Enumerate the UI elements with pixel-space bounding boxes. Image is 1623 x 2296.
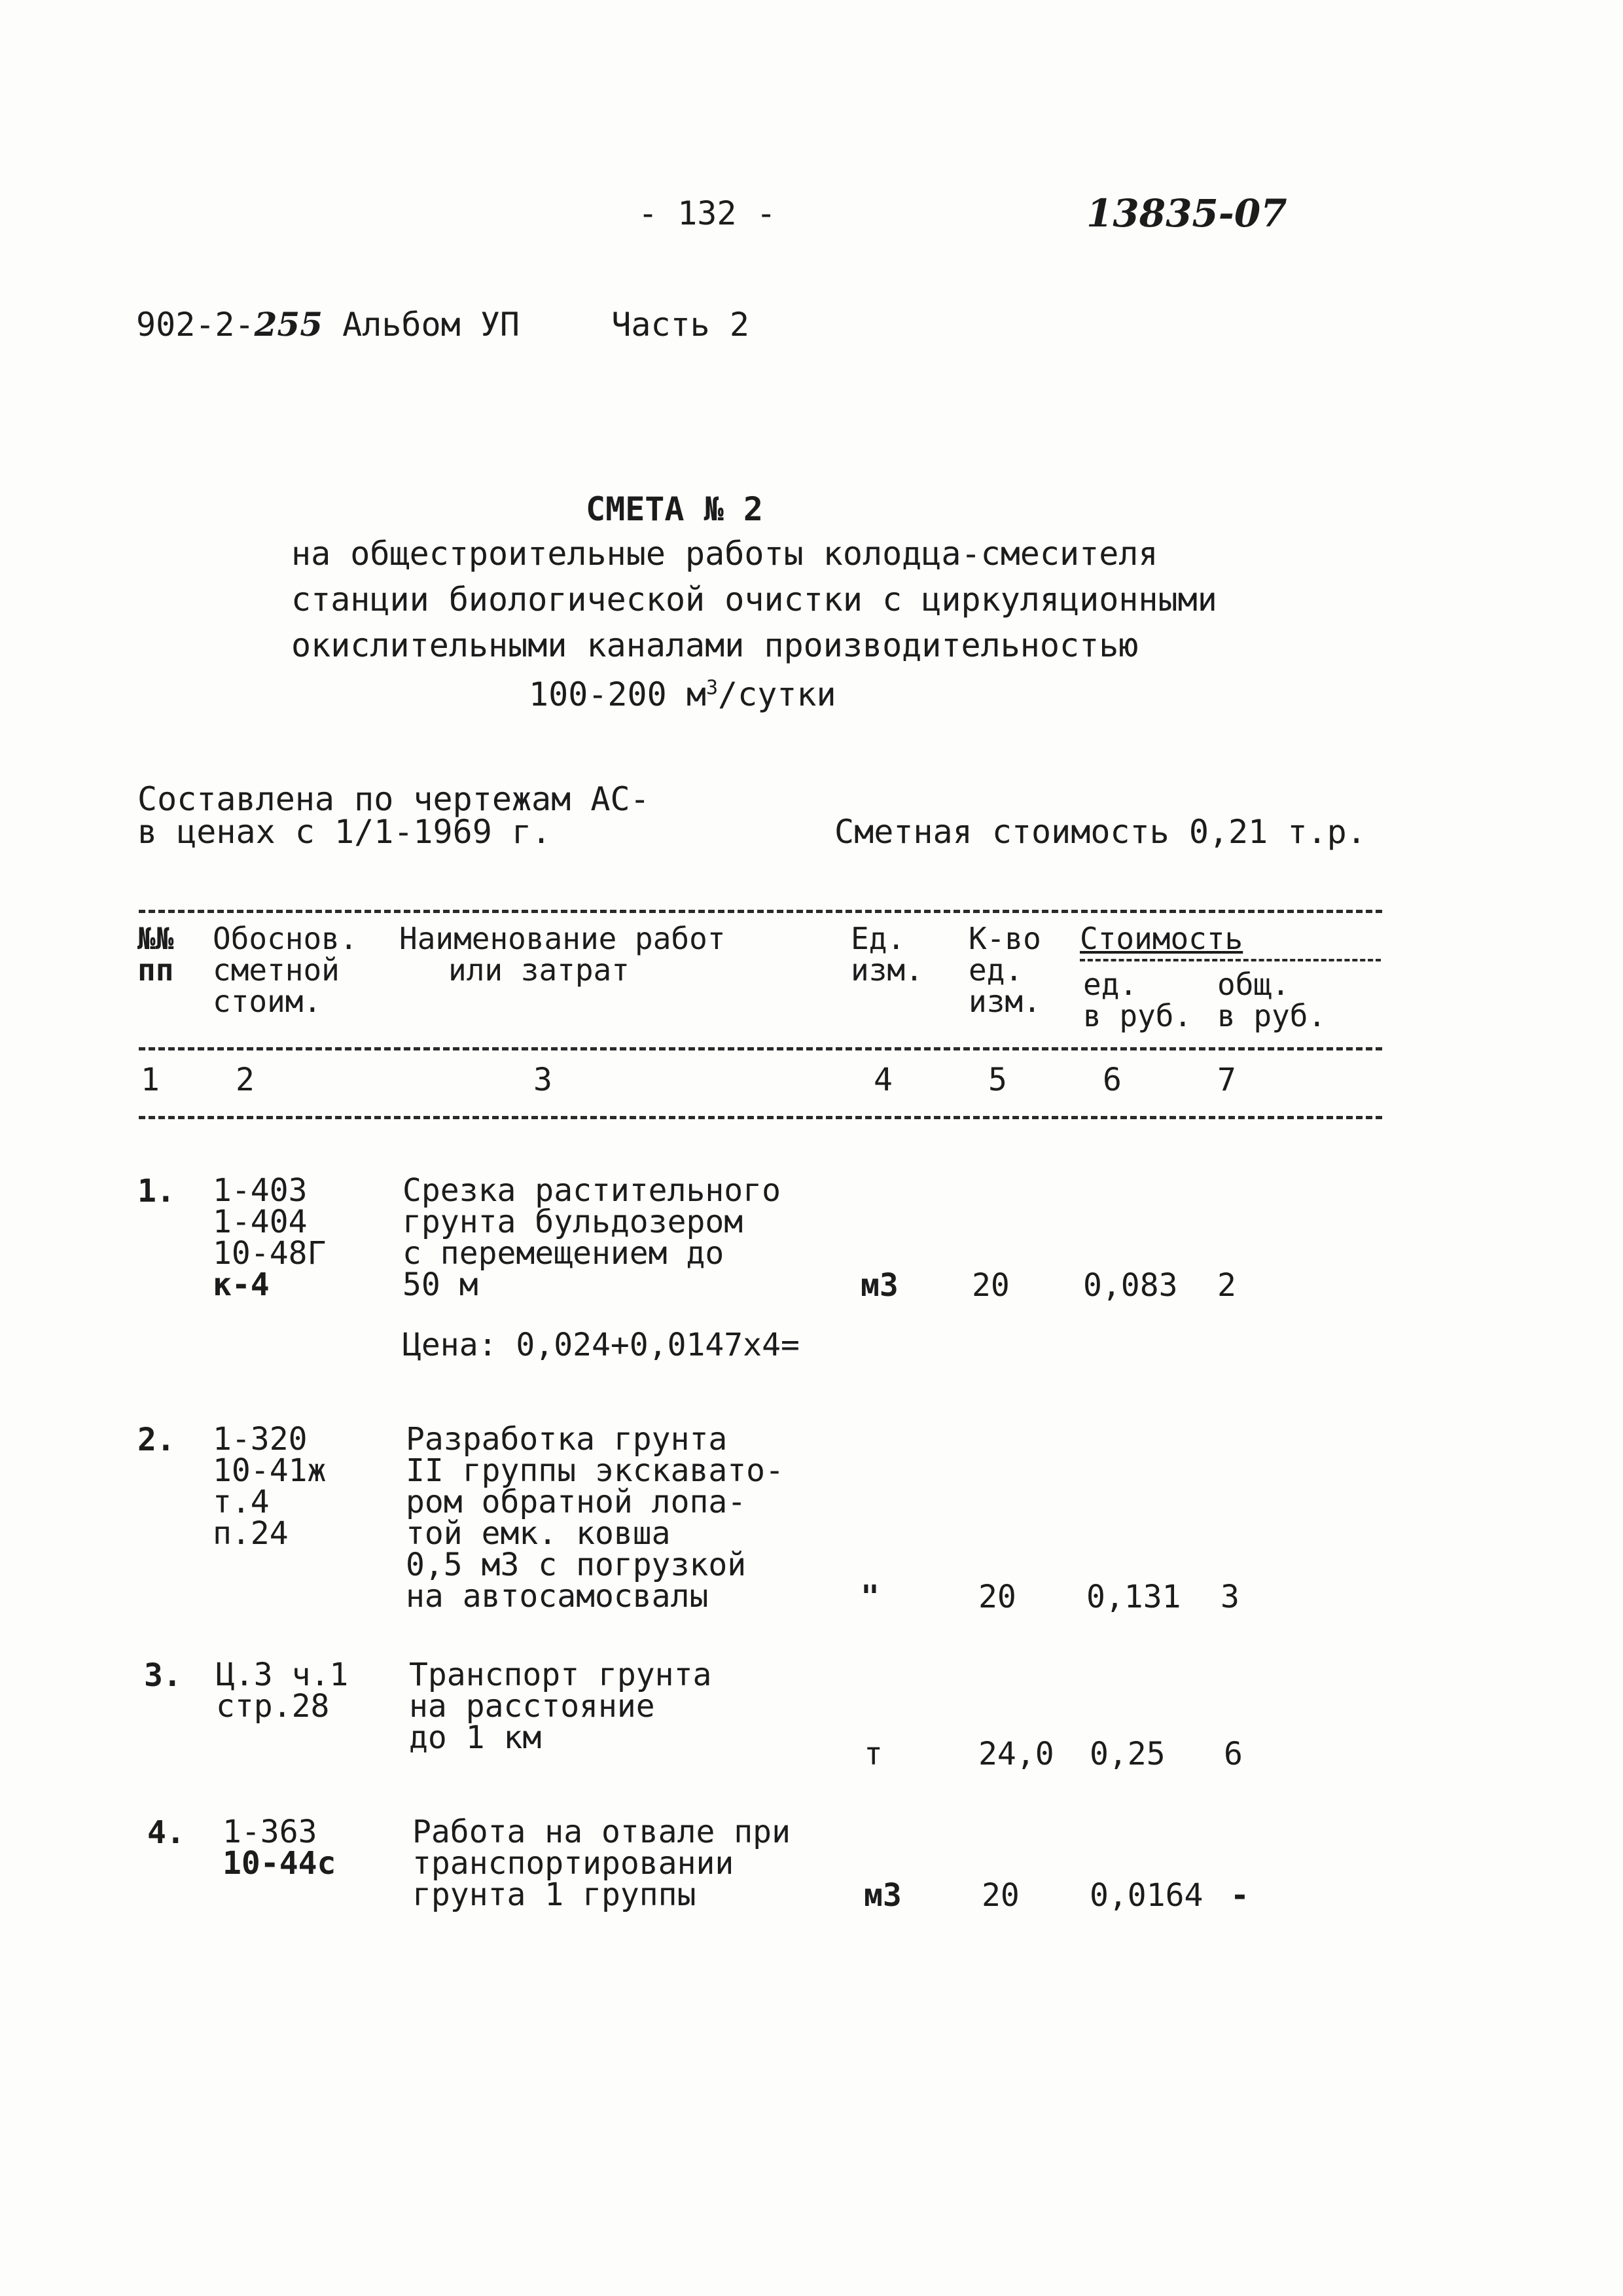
row-4-name: Работа на отвале при транспортировании грунта 1 группы	[412, 1814, 791, 1913]
series-prefix: 902-2-	[136, 306, 255, 344]
row-3-unit: т	[864, 1736, 883, 1772]
capacity-exponent: 3	[705, 676, 718, 700]
row-1-name: Срезка растительного грунта бульдозером с перемещением до 50 м	[402, 1172, 781, 1303]
compiled-by: Составлена по чертежам АС-	[137, 780, 650, 818]
row-4-basis: 1-363 10-44с	[223, 1814, 336, 1882]
column-number-1: 1	[141, 1062, 160, 1098]
document-code: 13835-07	[1086, 191, 1287, 236]
row-3-number: 3.	[144, 1657, 182, 1694]
row-1-unit-cost: 0,083	[1083, 1267, 1178, 1304]
header-col-quantity: К-во ед. изм.	[969, 921, 1041, 1019]
header-col-unit-cost: ед. в руб.	[1083, 967, 1192, 1033]
row-3-total: 6	[1224, 1736, 1243, 1772]
title-line-3: окислительными каналами производительностью	[291, 626, 1139, 664]
capacity-value: 100-200 м	[529, 675, 706, 713]
row-2-total: 3	[1221, 1579, 1240, 1615]
series-number: 255	[254, 305, 323, 344]
table-top-rule	[139, 910, 1382, 913]
row-2-quantity: 20	[978, 1579, 1016, 1615]
row-1-unit: м3	[861, 1267, 899, 1304]
title-line-4	[529, 677, 836, 711]
row-3-unit-cost: 0,25	[1090, 1736, 1166, 1772]
column-number-6: 6	[1103, 1062, 1122, 1098]
row-3-basis: Ц.3 ч.1 стр.28	[216, 1657, 349, 1725]
column-number-4: 4	[874, 1062, 893, 1098]
header-cost-group: Стоимость	[1080, 921, 1243, 956]
row-4-unit: м3	[864, 1877, 902, 1914]
row-2-number: 2.	[137, 1422, 175, 1458]
row-1-total: 2	[1217, 1267, 1236, 1304]
page-number: - 132 -	[638, 194, 776, 232]
row-2-basis: 1-320 10-41ж т.4 п.24	[213, 1421, 327, 1552]
column-number-3: 3	[533, 1062, 552, 1098]
header-col-basis: Обоснов. сметной стоим.	[213, 921, 358, 1019]
series-line	[136, 305, 749, 344]
album-label: Альбом УП	[342, 306, 520, 344]
title-line-2: станции биологической очистки с циркуляционными	[291, 581, 1217, 619]
header-col-unit: Ед. изм.	[851, 921, 923, 988]
row-4-quantity: 20	[982, 1877, 1020, 1914]
cost-group-rule	[1080, 959, 1381, 961]
estimate-heading: СМЕТА № 2	[586, 490, 763, 528]
column-number-7: 7	[1217, 1062, 1236, 1098]
row-2-unit-cost: 0,131	[1086, 1579, 1181, 1615]
header-col-name: Наименование работ или затрат	[399, 921, 726, 988]
part-label: Часть 2	[611, 306, 749, 344]
column-numbers-rule	[139, 1116, 1382, 1119]
capacity-unit: /сутки	[718, 675, 836, 713]
column-number-5: 5	[988, 1062, 1007, 1098]
row-1-number: 1.	[137, 1173, 175, 1210]
row-1-quantity: 20	[972, 1267, 1010, 1304]
column-number-2: 2	[236, 1062, 255, 1098]
row-4-unit-cost: 0,0164	[1090, 1877, 1204, 1914]
header-col-total: общ. в руб.	[1217, 967, 1327, 1033]
row-2-name: Разработка грунта II группы экскавато- ром обратной лопа- той емк. ковша 0,5 м3 с погрузкой на автосамосвалы	[406, 1421, 784, 1615]
price-base: в ценах с 1/1-1969 г.	[137, 813, 552, 851]
row-4-number: 4.	[147, 1814, 185, 1851]
row-1-price-note: Цена: 0,024+0,0147х4=	[402, 1327, 800, 1363]
header-bottom-rule	[139, 1047, 1382, 1050]
row-1-basis: 1-403 1-404 10-48Г к-4	[213, 1172, 327, 1303]
row-2-unit: "	[861, 1579, 880, 1615]
row-3-name: Транспорт грунта на расстояние до 1 км	[409, 1657, 712, 1756]
row-3-quantity: 24,0	[978, 1736, 1054, 1772]
header-col-number: №№ пп	[137, 921, 174, 988]
row-4-total: -	[1230, 1877, 1249, 1914]
title-line-1: на общестроительные работы колодца-смесителя	[291, 535, 1158, 573]
estimated-cost: Сметная стоимость 0,21 т.р.	[834, 813, 1366, 851]
